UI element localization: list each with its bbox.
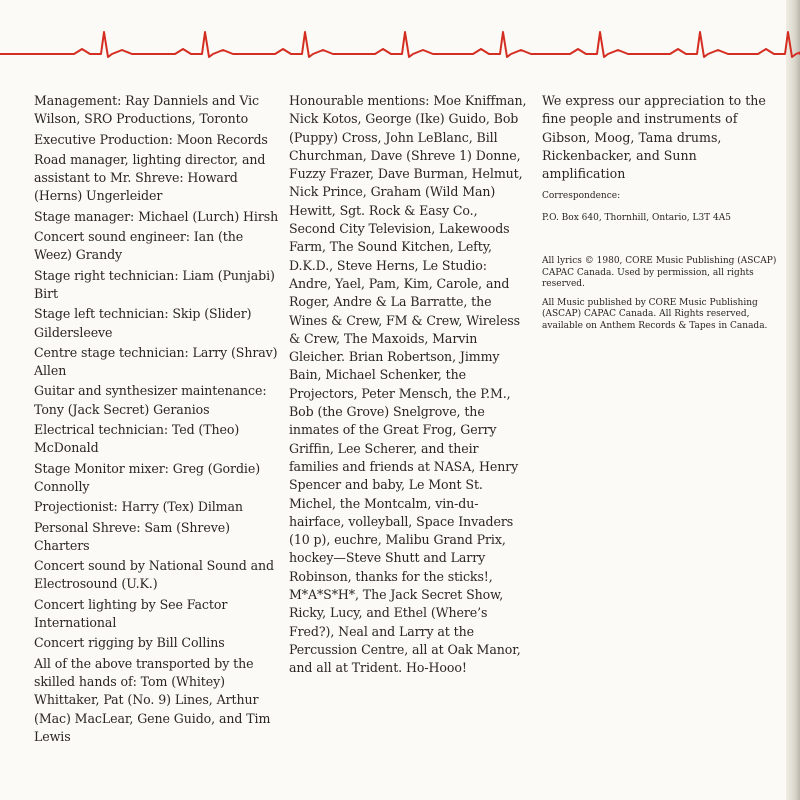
credit-personal-shreve: Personal Shreve: Sam (Shreve) Charters — [34, 519, 230, 553]
notices-column — [542, 92, 782, 332]
credit-sound-engineer: Concert sound engineer: Ian (the Weez) Grandy — [34, 229, 244, 263]
credit-electrical: Electrical technician: Ted (Theo) McDonald — [34, 422, 240, 456]
music-publishing-notice: All Music published by CORE Music Publishing (ASCAP) CAPAC Canada. All Rights reserved, available on Anthem Records & Tapes in Canada. — [542, 297, 768, 331]
credit-road-manager: Road manager, lighting director, and assistant to Mr. Shreve: Howard (Herns) Ungerleider — [34, 151, 266, 204]
credits-column — [34, 92, 280, 748]
page-edge-shadow — [786, 0, 800, 800]
credit-stage-manager: Stage manager: Michael (Lurch) Hirsh — [34, 208, 279, 224]
credit-management: Management: Ray Danniels and Vic Wilson, SRO Productions, Toronto — [34, 93, 259, 127]
credit-monitor-mixer: Stage Monitor mixer: Greg (Gordie) Connolly — [34, 460, 261, 494]
credit-concert-rigging: Concert rigging by Bill Collins — [34, 635, 225, 651]
correspondence-label: Correspondence: — [542, 191, 621, 202]
mentions-column — [289, 92, 527, 680]
credit-concert-sound: Concert sound by National Sound and Electrosound (U.K.) — [34, 558, 274, 592]
credit-centre-stage: Centre stage technician: Larry (Shrav) Allen — [34, 344, 278, 379]
lyrics-copyright-notice: All lyrics © 1980, CORE Music Publishing (ASCAP) CAPAC Canada. Used by permission, all rights reserved. — [542, 256, 777, 290]
credit-stage-left: Stage left technician: Skip (Slider) Gildersleeve — [34, 306, 252, 340]
appreciation-text: We express our appreciation to the fine people and instruments of Gibson, Moog, Tama drums, Rickenbacker, and Sunn amplification — [542, 93, 766, 182]
credit-guitar-synth: Guitar and synthesizer maintenance: Tony (Jack Secret) Geranios — [34, 383, 267, 417]
credit-transport: All of the above transported by the skilled hands of: Tom (Whitey) Whittaker, Pat (No. 9) Lines, Arthur (Mac) MacLear, Gene Guido, and Tim Lewis — [34, 655, 271, 744]
honourable-mentions: Honourable mentions: Moe Kniffman, Nick Kotos, George (Ike) Guido, Bob (Puppy) Cross, John LeBlanc, Bill Churchman, Dave (Shreve 1) Donne, Fuzzy Frazer, Dave Burman, Helmut, Nick Prince, Graham (Wild Man) Hewitt, Sgt. Rock & Easy Co., Second City Television, Lakewoods Farm, The Sound Kitchen, Lefty, D.K.D., Steve Herns, Le Studio: Andre, Yael, Pam, Kim, Carole, and Roger, Andre & La Barratte, the Wines & Crew, FM & Crew, Wireless & Crew, The Maxoids, Marvin Gleicher. Brian Robertson, Jimmy Bain, Michael Schenker, the Projectors, Peter Mensch, the P.M., Bob (the Grove) Snelgrove, the inmates of the Great Frog, Gerry Griffin, Lee Scherer, and their families and friends at NASA, Henry Spencer and baby, Le Mont St. Michel, the Montcalm, vin-du-hairface, volleyball, Space Invaders (10 p), euchre, Malibu Grand Prix, hockey—Steve Shutt and Larry Robinson, thanks for the sticks!, M*A*S*H*, The Jack Secret Show, Ricky, Lucy, and Ethel (Where’s Fred?), Neal and Larry at the Percussion Centre, all at Oak Manor, and all at Trident. Ho-Hooo! — [289, 93, 527, 676]
credit-stage-right: Stage right technician: Liam (Punjabi) Birt — [34, 267, 275, 301]
credit-concert-lighting: Concert lighting by See Factor International — [34, 596, 228, 631]
credit-projectionist: Projectionist: Harry (Tex) Dilman — [34, 499, 243, 515]
correspondence-address: P.O. Box 640, Thornhill, Ontario, L3T 4A5 — [542, 212, 731, 223]
ekg-heartbeat-line — [0, 28, 800, 78]
credit-executive-production: Executive Production: Moon Records — [34, 131, 268, 147]
